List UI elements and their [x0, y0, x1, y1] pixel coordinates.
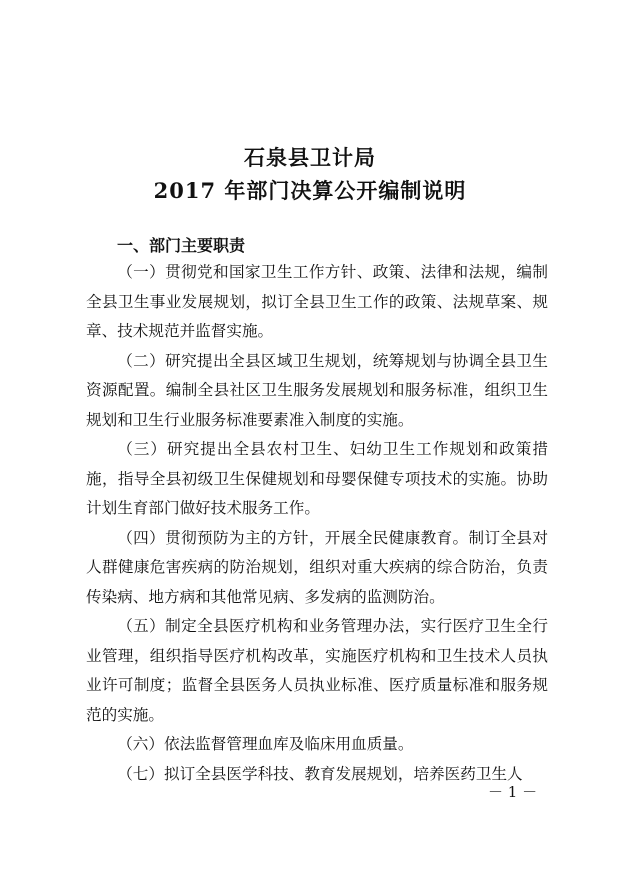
title-line-report: 2017 年部门决算公开编制说明: [153, 178, 467, 203]
section-heading: 一、部门主要职责: [117, 236, 246, 255]
page-number: － 1 －: [488, 783, 538, 801]
paragraph-2: （二）研究提出全县区域卫生规划，统筹规划与协调全县卫生资源配置。编制全县社区卫生服务发展规划和服务标准，组织卫生规划和卫生行业服务标准要素准入制度的实施。: [86, 351, 548, 429]
paragraph-3: （三）研究提出全县农村卫生、妇幼卫生工作规划和政策措施，指导全县初级卫生保健规划和母婴保健专项技术的实施。协助计划生育部门做好技术服务工作。: [86, 440, 548, 517]
paragraph-7: （七）拟订全县医学科技、教育发展规划，培养医药卫生人: [117, 764, 523, 783]
document-title: [0, 141, 620, 207]
paragraph-5: （五）制定全县医疗机构和业务管理办法，实行医疗卫生全行业管理，组织指导医疗机构改革，实施医疗机构和卫生技术人员执业许可制度；监督全县医务人员执业标准、医疗质量标准和服务规范的实施。: [86, 617, 548, 724]
paragraph-6: （六）依法监督管理血库及临床用血质量。: [117, 735, 414, 753]
body-text: [86, 258, 548, 789]
title-line-agency: 石泉县卫计局: [244, 145, 376, 170]
paragraph-4: （四）贯彻预防为主的方针，开展全民健康教育。制订全县对人群健康危害疾病的防治规划，组织对重大疾病的综合防治，负责传染病、地方病和其他常见病、多发病的监测防治。: [86, 528, 548, 606]
paragraph-1: （一）贯彻党和国家卫生工作方针、政策、法律和法规，编制全县卫生事业发展规划，拟订全县卫生工作的政策、法规草案、规章、技术规范并监督实施。: [86, 263, 548, 340]
